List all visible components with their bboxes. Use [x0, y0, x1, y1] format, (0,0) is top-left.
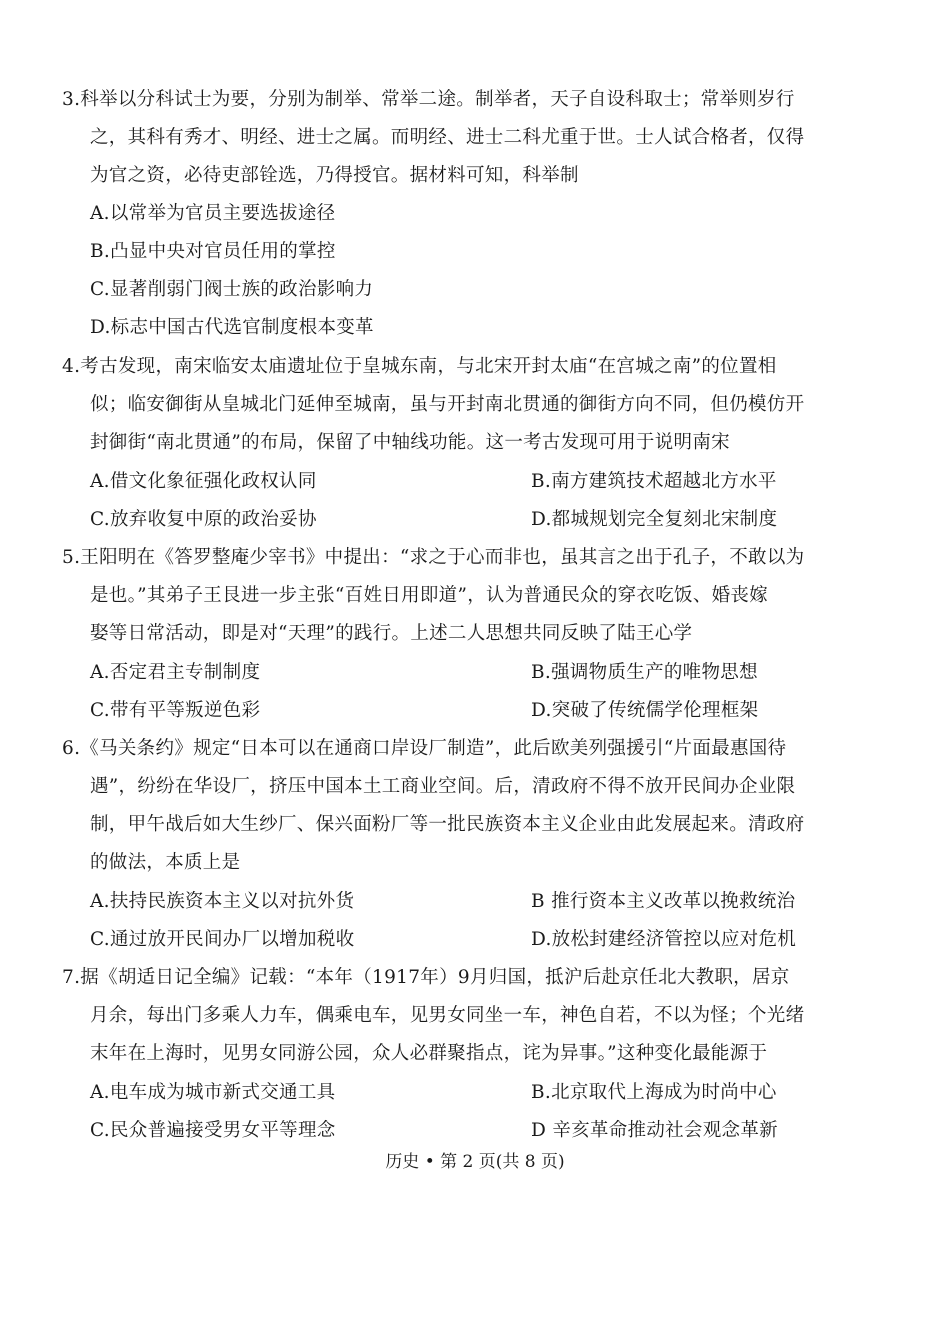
question-number: 3. [62, 89, 81, 110]
question-number: 5. [62, 547, 81, 568]
question-7-option-c: C.民众普遍接受男女平等理念 [90, 1120, 336, 1141]
question-6-stem-line-1: 6.《马关条约》规定“日本可以在通商口岸设厂制造”，此后欧美列强援引“片面最惠国待 [62, 738, 787, 759]
question-4-stem-line-2: 似；临安御街从皇城北门延伸至城南，虽与开封南北贯通的御街方向不同，但仍模仿开 [90, 394, 805, 415]
question-3-stem-line-3: 为官之资，必待吏部铨选，乃得授官。据材料可知，科举制 [90, 165, 579, 186]
question-3-stem-line-1: 3.科举以分科试士为要，分别为制举、常举二途。制举者，天子自设科取士；常举则岁行 [62, 89, 795, 110]
question-7-option-b: B.北京取代上海成为时尚中心 [531, 1082, 777, 1103]
question-number: 7. [62, 967, 81, 988]
question-6-option-a: A.扶持民族资本主义以对抗外货 [90, 891, 355, 912]
question-6-stem-line-3: 制，甲午战后如大生纱厂、保兴面粉厂等一批民族资本主义企业由此发展起来。清政府 [90, 814, 805, 835]
question-3-option-b: B.凸显中央对官员任用的掌控 [90, 241, 336, 262]
question-7-option-d: D 辛亥革命推动社会观念革新 [531, 1120, 778, 1141]
question-6-stem-line-4: 的做法，本质上是 [90, 852, 241, 873]
question-7-stem-line-1: 7.据《胡适日记全编》记载：“本年（1917年）9月归国，抵沪后赴京任北大教职，居京 [62, 967, 790, 988]
question-3-option-c: C.显著削弱门阀士族的政治影响力 [90, 279, 374, 300]
question-5-option-a: A.否定君主专制制度 [90, 662, 261, 683]
question-7-stem-line-2: 月余，每出门多乘人力车，偶乘电车，见男女同坐一车，神色自若，不以为怪；个光绪 [90, 1005, 805, 1026]
question-5-stem-line-3: 娶等日常活动，即是对“天理”的践行。上述二人思想共同反映了陆王心学 [90, 623, 693, 644]
question-3-stem-line-2: 之，其科有秀才、明经、进士之属。而明经、进士二科尤重于世。士人试合格者，仅得 [90, 127, 805, 148]
question-5-option-d: D.突破了传统儒学伦理框架 [531, 700, 759, 721]
question-4-option-c: C.放弃收复中原的政治妥协 [90, 509, 317, 530]
page-footer: 历史 • 第 2 页(共 8 页) [385, 1152, 565, 1172]
question-4-option-b: B.南方建筑技术超越北方水平 [531, 471, 777, 492]
question-5-option-b: B.强调物质生产的唯物思想 [531, 662, 758, 683]
question-4-option-d: D.都城规划完全复刻北宋制度 [531, 509, 778, 530]
question-3-option-d: D.标志中国古代选官制度根本变革 [90, 317, 374, 338]
question-7-stem-line-3: 末年在上海时，见男女同游公园，众人必群聚指点，诧为异事。”这种变化最能源于 [90, 1043, 768, 1064]
question-number: 6. [62, 738, 81, 759]
question-6-stem-line-2: 遇”，纷纷在华设厂，挤压中国本土工商业空间。后，清政府不得不放开民间办企业限 [90, 776, 796, 797]
question-4-stem-line-1: 4.考古发现，南宋临安太庙遗址位于皇城东南，与北宋开封太庙“在宫城之南”的位置相 [62, 356, 777, 377]
question-4-stem-line-3: 封御街“南北贯通”的布局，保留了中轴线功能。这一考古发现可用于说明南宋 [90, 432, 730, 453]
question-3-option-a: A.以常举为官员主要选拔途径 [90, 203, 336, 224]
question-6-option-c: C.通过放开民间办厂以增加税收 [90, 929, 355, 950]
question-number: 4. [62, 356, 81, 377]
question-6-option-b: B 推行资本主义改革以挽救统治 [531, 891, 796, 912]
question-5-stem-line-2: 是也。”其弟子王艮进一步主张“百姓日用即道”，认为普通民众的穿衣吃饭、婚丧嫁 [90, 585, 769, 606]
question-5-option-c: C.带有平等叛逆色彩 [90, 700, 261, 721]
question-4-option-a: A.借文化象征强化政权认同 [90, 471, 317, 492]
question-6-option-d: D.放松封建经济管控以应对危机 [531, 929, 797, 950]
question-7-option-a: A.电车成为城市新式交通工具 [90, 1082, 336, 1103]
question-5-stem-line-1: 5.王阳明在《答罗整庵少宰书》中提出：“求之于心而非也，虽其言之出于孔子，不敢以为 [62, 547, 805, 568]
